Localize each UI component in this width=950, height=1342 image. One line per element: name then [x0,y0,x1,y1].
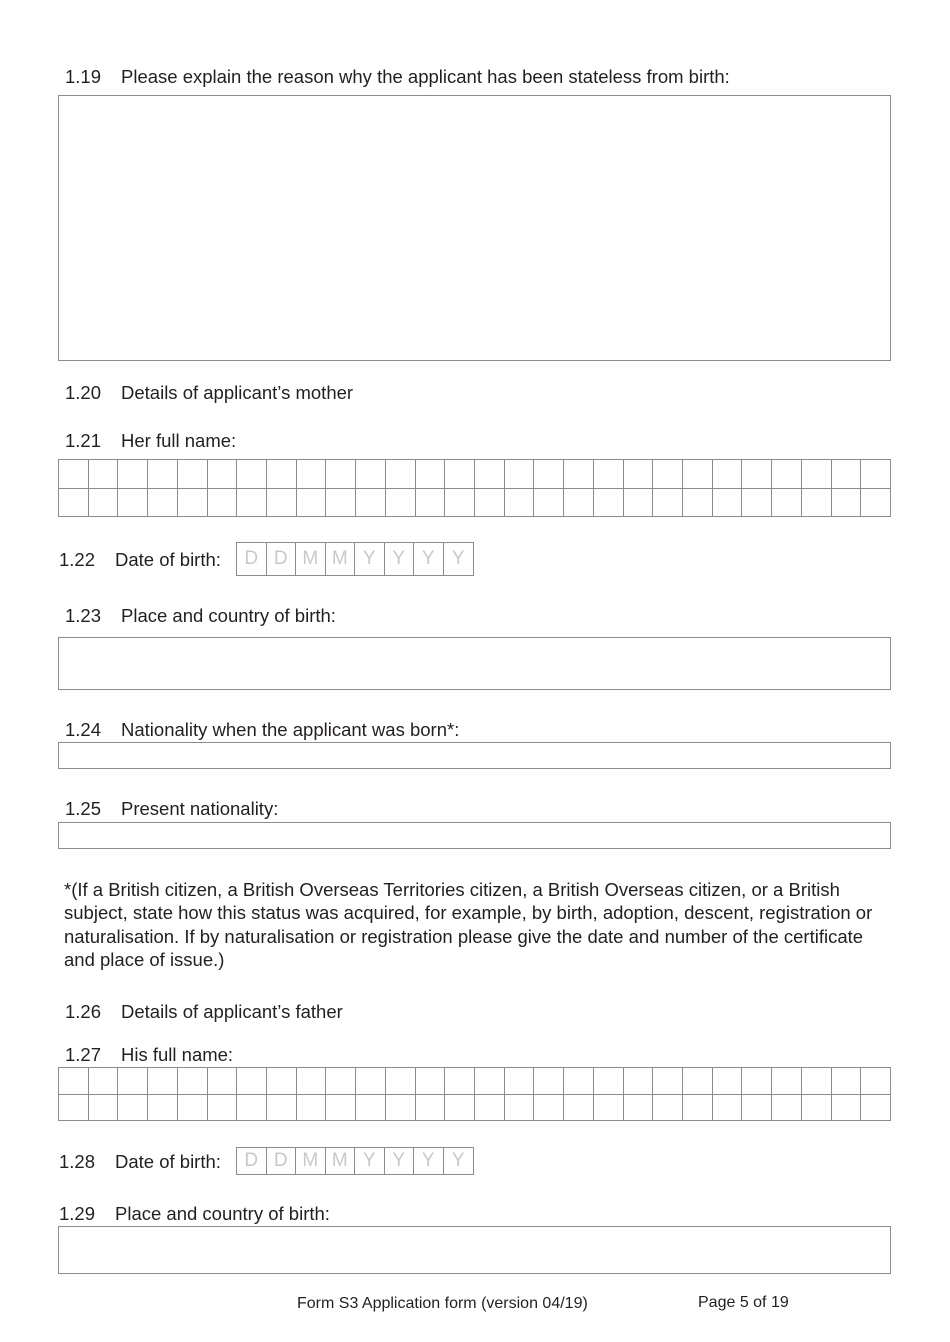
name-char-cell[interactable] [89,489,119,518]
question-number: 1.21 [65,430,102,451]
question-number: 1.27 [65,1044,102,1065]
name-char-cell[interactable] [445,1095,475,1122]
name-char-cell[interactable] [832,489,862,518]
dob-cell[interactable]: D [237,543,267,575]
question-1-22 [59,549,221,571]
name-char-cell[interactable] [802,1068,832,1095]
name-char-cell[interactable] [89,460,119,489]
name-char-cell[interactable] [237,1095,267,1122]
name-char-cell[interactable] [178,489,208,518]
name-char-cell[interactable] [59,1068,89,1095]
name-char-cell[interactable] [386,489,416,518]
name-char-cell[interactable] [326,1095,356,1122]
name-char-cell[interactable] [802,489,832,518]
dob-cell[interactable]: Y [451,1150,465,1171]
name-char-cell[interactable] [564,460,594,489]
name-char-cell[interactable] [416,460,446,489]
name-char-cell[interactable] [297,460,327,489]
dob-cell[interactable]: Y [414,1148,444,1174]
name-char-cell[interactable] [416,1095,446,1122]
name-char-cell[interactable] [267,1095,297,1122]
name-char-cell[interactable] [208,1068,238,1095]
footer-page-number: Page 5 of 19 [698,1294,789,1311]
question-label: Present nationality: [121,798,279,819]
mother-full-name-grid[interactable] [58,459,891,517]
father-place-of-birth-field[interactable] [58,1226,891,1274]
name-char-cell[interactable] [624,1068,654,1095]
name-char-cell[interactable] [861,460,891,489]
name-char-cell[interactable] [148,489,178,518]
name-char-cell[interactable] [178,1068,208,1095]
name-char-cell[interactable] [297,1068,327,1095]
name-char-cell[interactable] [118,1068,148,1095]
dob-cell[interactable]: D [237,1148,267,1174]
dob-cell[interactable]: M [326,1148,356,1174]
question-label: Date of birth: [115,1151,221,1172]
name-char-cell[interactable] [59,1095,89,1122]
dob-cell[interactable]: M [296,543,326,575]
name-char-cell[interactable] [742,1095,772,1122]
name-char-cell[interactable] [386,1068,416,1095]
dob-cell[interactable]: Y [385,543,415,575]
name-char-cell[interactable] [445,1068,475,1095]
question-1-29 [59,1203,330,1225]
name-char-cell[interactable] [564,489,594,518]
name-char-cell[interactable] [772,1068,802,1095]
question-label: His full name: [121,1044,234,1065]
dob-cell[interactable]: Y [355,1148,385,1174]
name-char-cell[interactable] [534,1095,564,1122]
name-char-cell[interactable] [237,1068,267,1095]
name-char-cell[interactable] [356,1068,386,1095]
name-char-cell[interactable] [564,1095,594,1122]
question-1-19 [65,66,730,88]
question-label: Please explain the reason why the applicant has been stateless from birth: [121,66,730,87]
name-char-cell[interactable] [742,1068,772,1095]
question-number: 1.22 [59,549,96,570]
name-char-cell[interactable] [59,489,89,518]
name-char-cell[interactable] [653,460,683,489]
name-char-cell[interactable] [653,1068,683,1095]
name-char-cell[interactable] [89,1068,119,1095]
dob-cell[interactable]: Y [414,543,444,575]
name-char-cell[interactable] [89,1095,119,1122]
name-char-cell[interactable] [475,1068,505,1095]
name-char-cell[interactable] [713,460,743,489]
question-1-24 [65,719,460,741]
name-char-cell[interactable] [386,1095,416,1122]
name-char-cell[interactable] [356,460,386,489]
name-char-cell[interactable] [713,1068,743,1095]
name-char-cell[interactable] [861,1095,891,1122]
name-char-cell[interactable] [208,460,238,489]
name-char-cell[interactable] [297,1095,327,1122]
name-char-cell[interactable] [772,1095,802,1122]
question-1-21 [65,430,237,452]
name-char-cell[interactable] [297,489,327,518]
father-full-name-grid[interactable] [58,1067,891,1121]
question-number: 1.24 [65,719,102,740]
name-char-cell[interactable] [445,489,475,518]
name-char-cell[interactable] [653,1095,683,1122]
name-char-cell[interactable] [534,489,564,518]
mother-place-of-birth-field[interactable] [58,637,891,690]
dob-cell[interactable]: D [267,1148,297,1174]
name-char-cell[interactable] [594,460,624,489]
name-char-cell[interactable] [267,460,297,489]
name-char-cell[interactable] [772,460,802,489]
question-label: Nationality when the applicant was born*: [121,719,460,740]
dob-cell[interactable]: Y [355,543,385,575]
name-char-cell[interactable] [713,1095,743,1122]
question-1-25 [65,798,279,820]
name-char-cell[interactable] [237,489,267,518]
name-char-cell[interactable] [594,489,624,518]
name-char-cell[interactable] [742,489,772,518]
question-number: 1.29 [59,1203,96,1224]
name-char-cell[interactable] [624,1095,654,1122]
name-char-cell[interactable] [356,1095,386,1122]
name-char-cell[interactable] [208,489,238,518]
name-char-cell[interactable] [59,460,89,489]
name-char-cell[interactable] [267,1068,297,1095]
name-char-cell[interactable] [802,1095,832,1122]
name-char-cell[interactable] [713,489,743,518]
name-char-cell[interactable] [594,1095,624,1122]
dob-cell[interactable]: Y [451,548,465,569]
name-char-cell[interactable] [772,489,802,518]
name-char-cell[interactable] [505,1068,535,1095]
question-label: Her full name: [121,430,237,451]
name-char-cell[interactable] [742,460,772,489]
question-1-27 [65,1044,234,1066]
question-1-28 [59,1151,221,1173]
name-char-cell[interactable] [683,1068,713,1095]
name-char-cell[interactable] [505,460,535,489]
name-char-cell[interactable] [326,460,356,489]
question-label: Details of applicant’s mother [121,382,354,403]
name-char-cell[interactable] [683,460,713,489]
name-char-cell[interactable] [237,460,267,489]
mother-present-nationality-field[interactable] [58,822,891,849]
name-char-cell[interactable] [118,489,148,518]
question-label: Date of birth: [115,549,221,570]
name-char-cell[interactable] [505,1095,535,1122]
question-1-26 [65,1001,343,1023]
question-number: 1.20 [65,382,102,403]
name-char-cell[interactable] [445,460,475,489]
name-char-cell[interactable] [624,460,654,489]
mother-nationality-at-birth-field[interactable] [58,742,891,769]
name-char-cell[interactable] [356,489,386,518]
dob-cell[interactable]: M [296,1148,326,1174]
dob-cell[interactable]: M [326,543,356,575]
name-char-cell[interactable] [505,489,535,518]
dob-cell[interactable]: D [267,543,297,575]
question-label: Details of applicant’s father [121,1001,343,1022]
name-char-cell[interactable] [326,1068,356,1095]
name-char-cell[interactable] [267,489,297,518]
name-char-cell[interactable] [861,489,891,518]
name-char-cell[interactable] [832,1068,862,1095]
father-date-of-birth-field[interactable] [236,1147,474,1175]
name-char-cell[interactable] [594,1068,624,1095]
stateless-reason-textarea[interactable] [58,95,891,361]
name-char-cell[interactable] [683,1095,713,1122]
mother-date-of-birth-field[interactable] [236,542,474,576]
name-char-cell[interactable] [148,460,178,489]
name-char-cell[interactable] [118,460,148,489]
name-char-cell[interactable] [416,489,446,518]
name-char-cell[interactable] [148,1068,178,1095]
name-char-cell[interactable] [416,1068,446,1095]
name-char-cell[interactable] [683,489,713,518]
name-char-cell[interactable] [475,460,505,489]
question-1-23 [65,605,336,627]
name-char-cell[interactable] [564,1068,594,1095]
name-char-cell[interactable] [802,460,832,489]
name-char-cell[interactable] [534,1068,564,1095]
dob-cell[interactable]: Y [385,1148,415,1174]
question-number: 1.19 [65,66,102,87]
nationality-note: *(If a British citizen, a British Overseas Territories citizen, a British Overseas citizen, or a British subject, state how this status was acquired, for example, by birth, adoption, descent, registration or naturalisation. If by naturalisation or registration please give the date and number of the certificate and place of issue.) [64,879,873,970]
footer-form-name: Form S3 Application form (version 04/19) [297,1295,588,1312]
name-char-cell[interactable] [386,460,416,489]
name-char-cell[interactable] [326,489,356,518]
question-number: 1.25 [65,798,102,819]
question-1-20 [65,382,354,404]
name-char-cell[interactable] [118,1095,148,1122]
name-char-cell[interactable] [208,1095,238,1122]
name-char-cell[interactable] [178,1095,208,1122]
name-char-cell[interactable] [475,489,505,518]
name-char-cell[interactable] [861,1068,891,1095]
name-char-cell[interactable] [832,1095,862,1122]
name-char-cell[interactable] [178,460,208,489]
question-label: Place and country of birth: [121,605,336,626]
name-char-cell[interactable] [475,1095,505,1122]
name-char-cell[interactable] [148,1095,178,1122]
name-char-cell[interactable] [534,460,564,489]
question-label: Place and country of birth: [115,1203,330,1224]
name-char-cell[interactable] [624,489,654,518]
question-number: 1.23 [65,605,102,626]
name-char-cell[interactable] [832,460,862,489]
question-number: 1.28 [59,1151,96,1172]
name-char-cell[interactable] [653,489,683,518]
question-number: 1.26 [65,1001,102,1022]
